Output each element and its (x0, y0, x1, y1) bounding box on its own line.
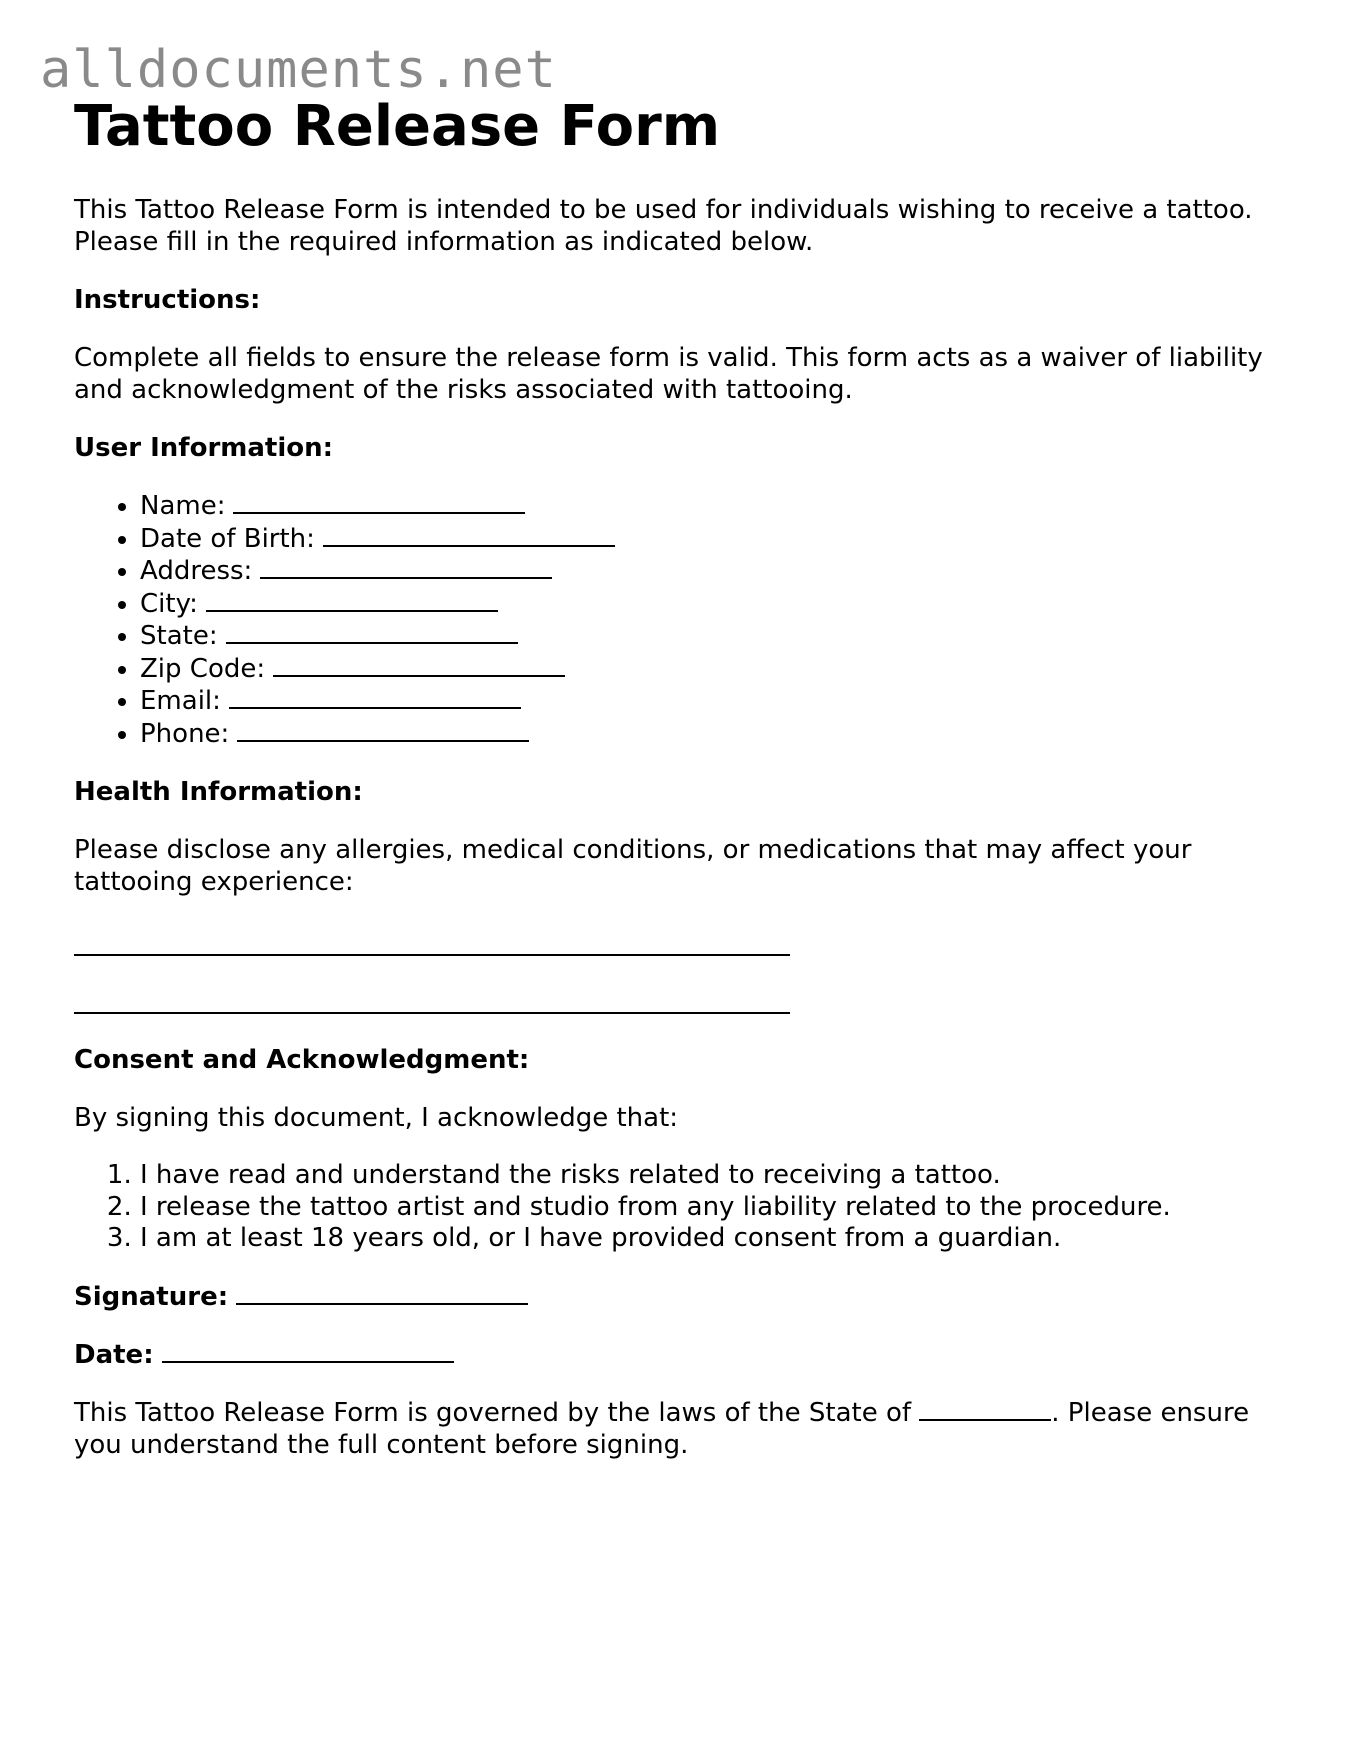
footer-text-before: This Tattoo Release Form is governed by the laws of the State of (74, 1397, 912, 1428)
field-city (140, 588, 1294, 621)
consent-lead: By signing this document, I acknowledge that: (74, 1103, 679, 1133)
date-label: Date: (74, 1339, 154, 1370)
field-label: Date of Birth: (140, 523, 315, 554)
signature-input-line[interactable] (236, 1281, 528, 1305)
document-body (74, 92, 1294, 1461)
health-line-1 (74, 932, 1294, 960)
field-label: Phone: (140, 718, 230, 749)
field-label: Zip Code: (140, 653, 266, 684)
date-input-line[interactable] (162, 1339, 454, 1363)
field-label: City: (140, 588, 198, 619)
consent-item: 1. I have read and understand the risks related to receiving a tattoo. (140, 1160, 1294, 1192)
instructions-text: Complete all fields to ensure the release form is valid. This form acts as a waiver of liability and acknowledgment of the risks associated with tattooing. (74, 343, 1263, 405)
user-information-heading: User Information: (74, 433, 334, 463)
address-input-line[interactable] (260, 555, 552, 579)
date-of-birth-input-line[interactable] (323, 523, 615, 547)
field-label: Name: (140, 491, 226, 521)
consent-item: 3. I am at least 18 years old, or I have provided consent from a guardian. (140, 1223, 1294, 1255)
instructions-heading: Instructions: (74, 285, 261, 315)
name-input-line[interactable] (233, 490, 525, 514)
field-label: State: (140, 621, 218, 651)
footer-paragraph (74, 1397, 1294, 1461)
field-name (140, 490, 1294, 523)
footer-text-after: . Please ensure you understand the full content before signing. (74, 1397, 1250, 1460)
health-line-2 (74, 990, 1294, 1018)
user-information-list (74, 490, 1294, 750)
zip-code-input-line[interactable] (273, 653, 565, 677)
field-phone (140, 718, 1294, 751)
date-row (74, 1339, 1294, 1371)
intro-paragraph: This Tattoo Release Form is intended to be used for individuals wishing to receive a tattoo. Please fill in the required information as indicated below. (74, 195, 1253, 257)
page-title: Tattoo Release Form (74, 94, 721, 159)
health-input-line-2[interactable] (74, 990, 790, 1014)
field-date-of-birth (140, 523, 1294, 556)
field-address (140, 555, 1294, 588)
consent-item: 2. I release the tattoo artist and studio from any liability related to the procedure. (140, 1192, 1294, 1224)
field-zip-code (140, 653, 1294, 686)
health-information-text: Please disclose any allergies, medical conditions, or medications that may affect your tattooing experience: (74, 835, 1192, 897)
email-input-line[interactable] (229, 685, 521, 709)
watermark: alldocuments.net (40, 40, 557, 100)
phone-input-line[interactable] (237, 718, 529, 742)
signature-label: Signature: (74, 1281, 229, 1312)
consent-heading: Consent and Acknowledgment: (74, 1045, 530, 1075)
health-input-line-1[interactable] (74, 932, 790, 956)
state-input-line[interactable] (226, 620, 518, 644)
field-label: Address: (140, 556, 253, 586)
state-of-law-input-line[interactable] (919, 1397, 1051, 1421)
city-input-line[interactable] (206, 588, 498, 612)
field-label: Email: (140, 686, 221, 716)
field-email (140, 685, 1294, 718)
health-information-heading: Health Information: (74, 777, 363, 807)
signature-row (74, 1281, 1294, 1313)
consent-list (74, 1160, 1294, 1255)
field-state (140, 620, 1294, 653)
